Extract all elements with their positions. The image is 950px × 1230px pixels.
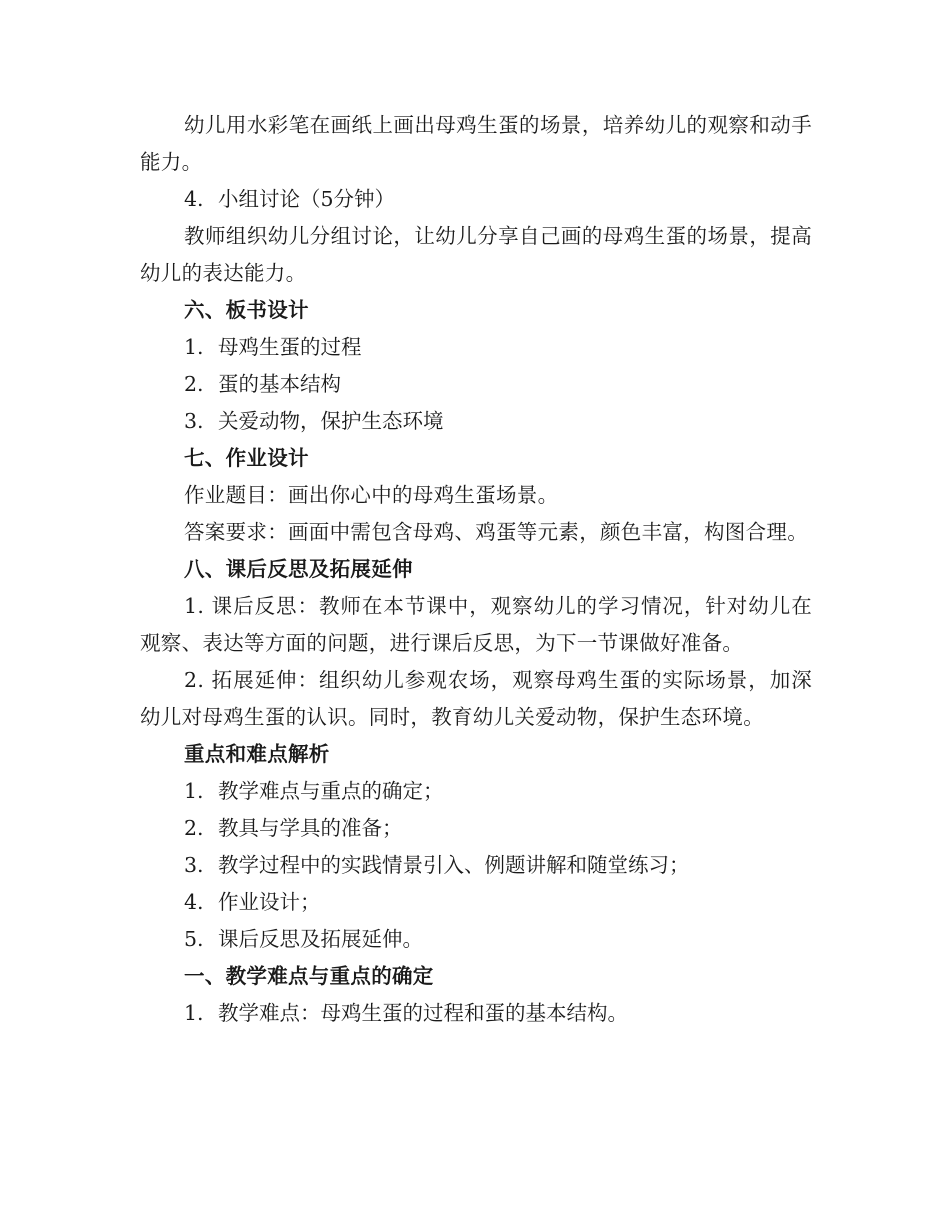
list-item: [140, 403, 812, 440]
list-item-text: 小组讨论（5分钟）: [218, 187, 396, 211]
section-heading: 重点和难点解析: [184, 742, 330, 766]
list-item-text: 母鸡生蛋的过程: [218, 335, 362, 359]
list-item-number: 4.: [184, 187, 204, 211]
list-item-number: 1.: [184, 779, 204, 803]
list-item-number: 1.: [184, 1001, 204, 1025]
list-item-number: 3.: [184, 409, 204, 433]
list-item: [140, 329, 812, 366]
paragraph: 答案要求：画面中需包含母鸡、鸡蛋等元素，颜色丰富，构图合理。: [184, 520, 808, 544]
list-item-number: 3.: [184, 853, 204, 877]
paragraph: 1. 课后反思：教师在本节课中，观察幼儿的学习情况，针对幼儿在观察、表达等方面的问题，进行课后反思，为下一节课做好准备。: [140, 594, 812, 655]
list-item-text: 教学过程中的实践情景引入、例题讲解和随堂练习；: [218, 853, 690, 877]
list-item: [140, 366, 812, 403]
list-item: [140, 884, 812, 921]
list-item-text: 课后反思及拓展延伸。: [218, 927, 423, 951]
section-heading: 一、教学难点与重点的确定: [184, 964, 434, 988]
list-item-number: 1.: [184, 335, 204, 359]
list-item-number: 5.: [184, 927, 204, 951]
section-heading: 八、课后反思及拓展延伸: [184, 557, 413, 581]
list-item-text: 作业设计；: [218, 890, 321, 914]
list-item-text: 教学难点与重点的确定；: [218, 779, 444, 803]
paragraph: 作业题目：画出你心中的母鸡生蛋场景。: [184, 483, 559, 507]
paragraph: 教师组织幼儿分组讨论，让幼儿分享自己画的母鸡生蛋的场景，提高幼儿的表达能力。: [140, 224, 812, 285]
list-item: [140, 847, 812, 884]
list-item-number: 2.: [184, 816, 204, 840]
list-item-text: 教具与学具的准备；: [218, 816, 403, 840]
section-heading: 七、作业设计: [184, 446, 309, 470]
document-body: [140, 107, 812, 1032]
list-item: [140, 921, 812, 958]
paragraph: 幼儿用水彩笔在画纸上画出母鸡生蛋的场景，培养幼儿的观察和动手能力。: [140, 113, 812, 174]
list-item: [140, 810, 812, 847]
list-item-text: 教学难点：母鸡生蛋的过程和蛋的基本结构。: [218, 1001, 628, 1025]
list-item: [140, 181, 812, 218]
list-item-text: 关爱动物，保护生态环境: [218, 409, 444, 433]
section-heading: 六、板书设计: [184, 298, 309, 322]
list-item-number: 2.: [184, 372, 204, 396]
paragraph: 2. 拓展延伸：组织幼儿参观农场，观察母鸡生蛋的实际场景，加深幼儿对母鸡生蛋的认识。同时，教育幼儿关爱动物，保护生态环境。: [140, 668, 812, 729]
list-item: [140, 995, 812, 1032]
list-item-text: 蛋的基本结构: [218, 372, 341, 396]
list-item-number: 4.: [184, 890, 204, 914]
list-item: [140, 773, 812, 810]
